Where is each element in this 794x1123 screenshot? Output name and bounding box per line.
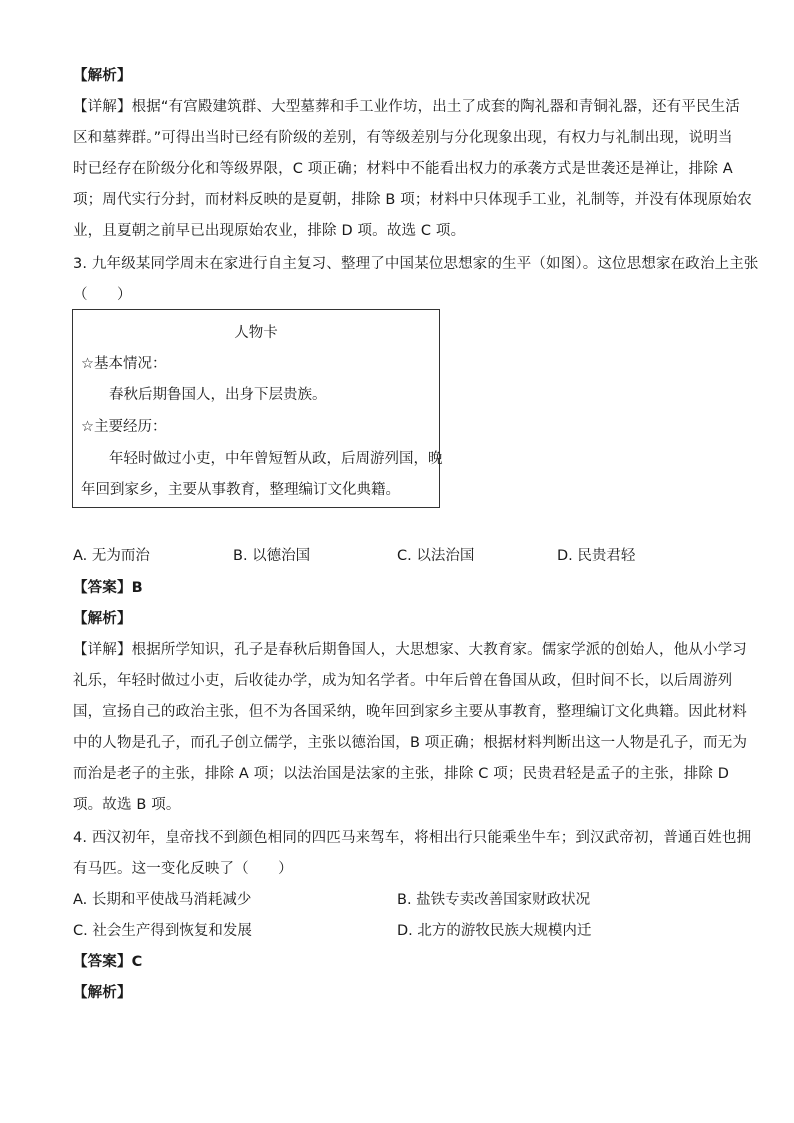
detail-line: 项。故选 B 项。: [73, 797, 181, 813]
option-a: A. 无为而治: [73, 548, 150, 564]
card-exp-line: 年回到家乡，主要从事教育，整理编订文化典籍。: [81, 482, 400, 498]
detail-line: 【详解】根据“有宫殿建筑群、大型墓葬和手工业作坊，出土了成套的陶礼器和青铜礼器，还有平民生活: [73, 99, 740, 115]
analysis-label: 【解析】: [73, 985, 132, 1001]
detail-line: 中的人物是孔子，而孔子创立儒学，主张以德治国，B 项正确；根据材料判断出这一人物是孔子，而无为: [73, 735, 748, 751]
option-b: B. 以德治国: [233, 548, 311, 564]
detail-line: 礼乐，年轻时做过小吏，后收徒办学，成为知名学者。中年后曾在鲁国从政，但时间不长，以后周游列: [73, 673, 733, 689]
option-d: D. 北方的游牧民族大规模内迁: [397, 923, 592, 939]
question-stem: （ ）: [73, 287, 132, 303]
question-stem: 3. 九年级某同学周末在家进行自主复习、整理了中国某位思想家的生平（如图）。这位思想家在政治上主张: [73, 256, 759, 272]
answer-label: 【答案】C: [73, 954, 143, 970]
option-a: A. 长期和平使战马消耗减少: [73, 892, 252, 908]
detail-line: 项；周代实行分封，而材料反映的是夏朝，排除 B 项；材料中只体现手工业，礼制等，并没有体现原始农: [73, 192, 752, 208]
question-stem: 有马匹。这一变化反映了（ ）: [73, 861, 293, 877]
question-stem: 4. 西汉初年，皇帝找不到颜色相同的四匹马来驾车，将相出行只能乘坐牛车；到汉武帝初，普通百姓也拥: [73, 830, 752, 846]
option-c: C. 以法治国: [397, 548, 475, 564]
card-exp-heading: ☆主要经历：: [81, 419, 167, 435]
detail-line: 时已经存在阶级分化和等级界限，C 项正确；材料中不能看出权力的承袭方式是世袭还是禅让，排除 A: [73, 161, 733, 177]
card-title: 人物卡: [234, 325, 278, 341]
person-card: [72, 309, 443, 508]
detail-line: 区和墓葬群。”可得出当时已经有阶级的差别，有等级差别与分化现象出现，有权力与礼制出现，说明当: [73, 130, 733, 146]
detail-line: 国，宣扬自己的政治主张，但不为各国采纳，晚年回到家乡主要从事教育，整理编订文化典籍。因此材料: [73, 704, 747, 720]
card-basic-heading: ☆基本情况：: [81, 356, 167, 372]
option-c: C. 社会生产得到恢复和发展: [73, 923, 252, 939]
detail-line: 【详解】根据所学知识，孔子是春秋后期鲁国人，大思想家、大教育家。儒家学派的创始人，他从小学习: [73, 642, 747, 658]
analysis-label: 【解析】: [73, 611, 132, 627]
option-b: B. 盐铁专卖改善国家财政状况: [397, 892, 591, 908]
card-basic-text: 春秋后期鲁国人，出身下层贵族。: [109, 387, 327, 403]
detail-line: 业，且夏朝之前早已出现原始农业，排除 D 项。故选 C 项。: [73, 223, 466, 239]
option-d: D. 民贵君轻: [557, 548, 636, 564]
card-exp-line: 年轻时做过小吏，中年曾短暂从政，后周游列国，晚: [109, 451, 443, 467]
answer-label: 【答案】B: [73, 580, 143, 596]
detail-line: 而治是老子的主张，排除 A 项；以法治国是法家的主张，排除 C 项；民贵君轻是孟子的主张，排除 D: [73, 766, 730, 782]
analysis-label: 【解析】: [73, 68, 132, 84]
